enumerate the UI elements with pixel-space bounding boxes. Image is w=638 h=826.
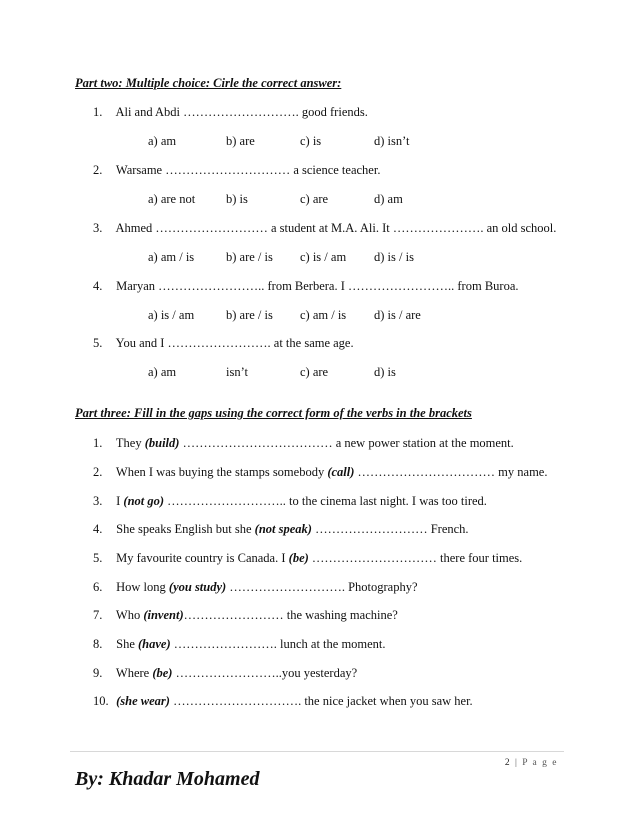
mc-option: a) am [148, 365, 177, 379]
mc-option: a) am / is [148, 250, 195, 264]
mc-option: d) is / is [374, 250, 414, 264]
mc-question-1: 1. Ali and Abdi ………………………. good friends. [93, 105, 368, 119]
gap-question-10: 10. (she wear) …………………………. the nice jacket when you saw her. [93, 694, 473, 708]
mc-option: d) is / are [374, 308, 421, 322]
mc-option: b) are / is [226, 250, 273, 264]
gap-question-7: 7. Who (invent)…………………… the washing machine? [93, 608, 398, 622]
mc-option: b) are / is [226, 308, 273, 322]
page-number: 2 | P a g e [504, 758, 558, 768]
mc-option: a) are not [148, 192, 196, 206]
mc-option: d) is [374, 365, 396, 379]
gap-question-6: 6. How long (you study) ………………………. Photography? [93, 580, 418, 594]
mc-option: c) is [300, 134, 322, 148]
mc-option: c) am / is [300, 308, 347, 322]
mc-option: a) am [148, 134, 177, 148]
mc-question-2: 2. Warsame ………………………… a science teacher. [93, 163, 381, 177]
mc-question-4: 4. Maryan …………………….. from Berbera. I …………………….. from Buroa. [93, 279, 519, 293]
mc-question-3: 3. Ahmed ……………………… a student at M.A. Ali. It …………………. an old school. [93, 221, 557, 235]
mc-option: c) is / am [300, 250, 347, 264]
mc-option: d) isn’t [374, 134, 410, 148]
mc-option: c) are [300, 365, 329, 379]
gap-question-5: 5. My favourite country is Canada. I (be) ………………………… there four times. [93, 551, 523, 565]
gap-question-9: 9. Where (be) ……………………..you yesterday? [93, 666, 358, 680]
gap-question-4: 4. She speaks English but she (not speak) ……………………… French. [93, 522, 469, 536]
gap-question-2: 2. When I was buying the stamps somebody (call) …………………………… my name. [93, 465, 548, 479]
gap-question-3: 3. I (not go) ……………………….. to the cinema last night. I was too tired. [93, 494, 487, 508]
mc-option: d) am [374, 192, 403, 206]
part-two-heading: Part two: Multiple choice: Cirle the correct answer: [75, 76, 342, 90]
footer-divider [70, 751, 564, 752]
author-signature: By: Khadar Mohamed [75, 768, 260, 790]
gap-question-1: 1. They (build) ……………………………… a new power station at the moment. [93, 436, 514, 450]
mc-question-5: 5. You and I ……………………. at the same age. [93, 336, 354, 350]
mc-option: b) is [226, 192, 248, 206]
mc-option: isn’t [226, 365, 248, 379]
part-three-heading: Part three: Fill in the gaps using the correct form of the verbs in the brackets [75, 406, 472, 420]
mc-option: a) is / am [148, 308, 195, 322]
gap-question-8: 8. She (have) ……………………. lunch at the moment. [93, 637, 386, 651]
mc-option: b) are [226, 134, 255, 148]
mc-option: c) are [300, 192, 329, 206]
